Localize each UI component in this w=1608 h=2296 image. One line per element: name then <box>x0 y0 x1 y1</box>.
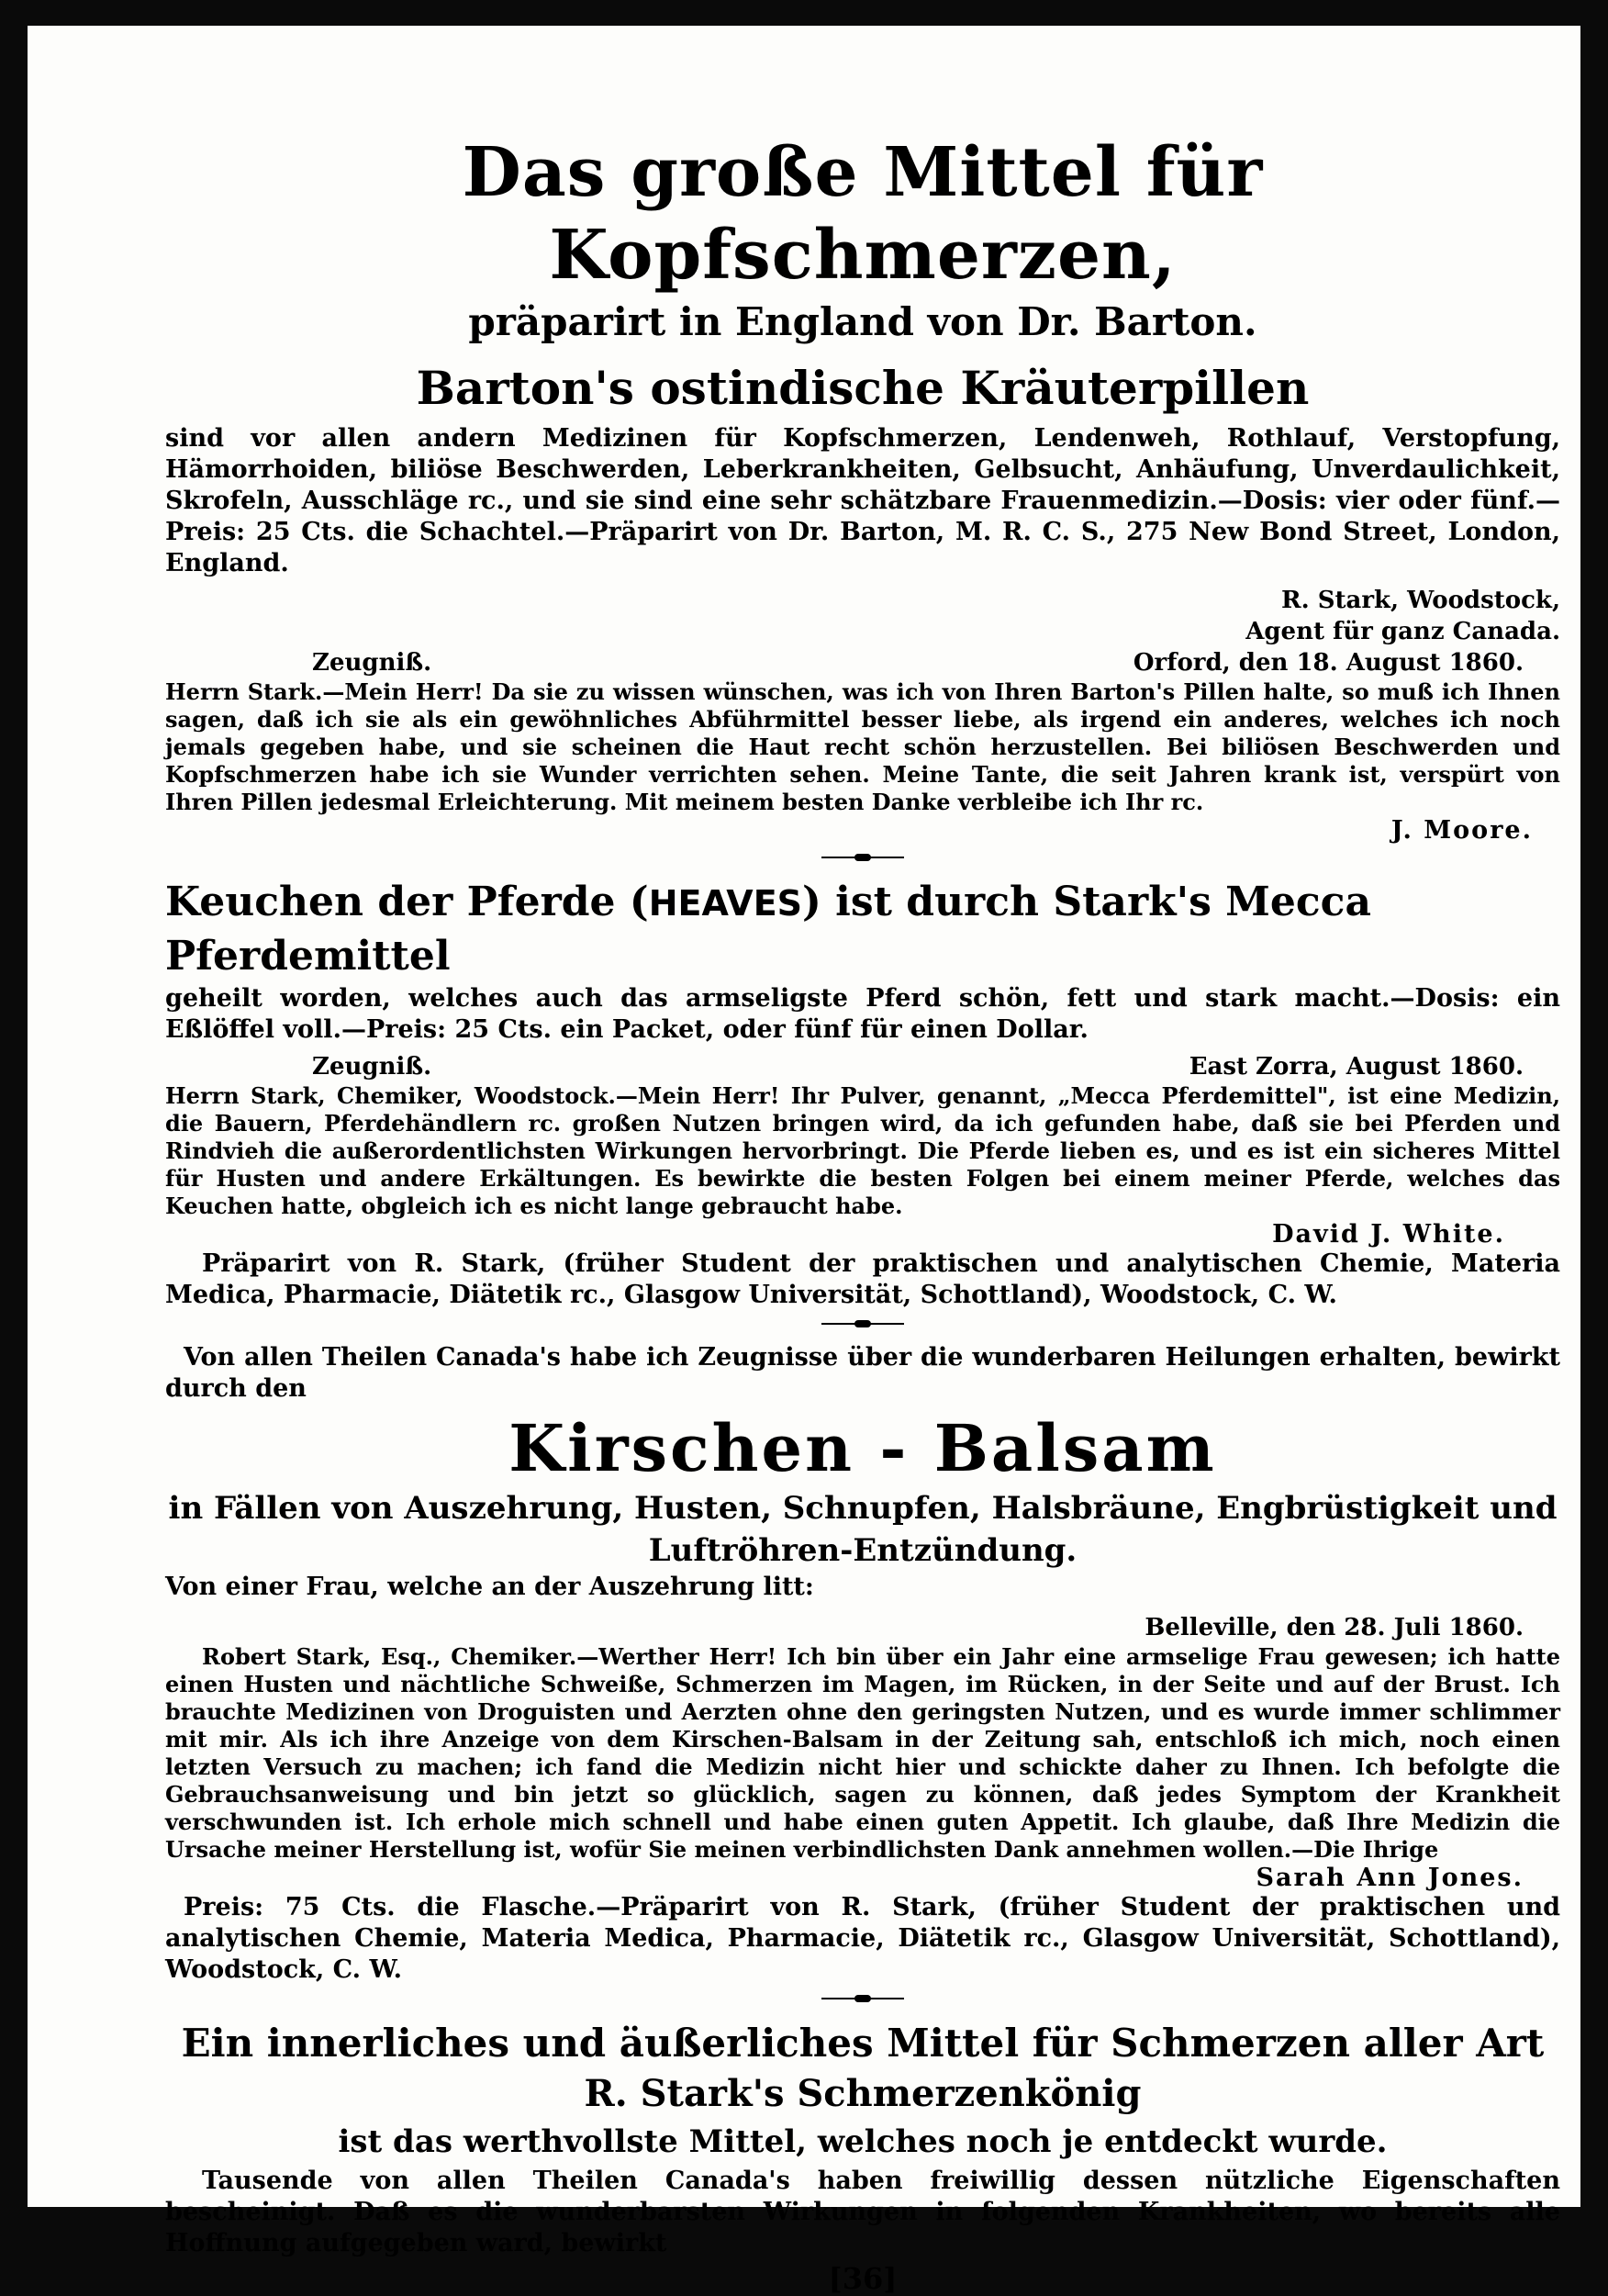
divider <box>821 1320 904 1327</box>
schmerzen-body: Tausende von allen Theilen Canada's haben freiwillig dessen nützliche Eigenschaften bescheinigt. Daß es die wunderbarsten Wirkungen in folgenden Krankheiten, wo bereits alle Hoffnung aufgegeben ward, bewirkt <box>165 2167 1560 2257</box>
testimonial-header <box>165 647 1560 678</box>
schmerzen-section <box>165 2017 1560 2259</box>
agent-name: R. Stark, Woodstock, <box>1281 587 1560 614</box>
heaves-testimonial-place: East Zorra, August 1860. <box>1189 1053 1524 1081</box>
heaves-heading-bold: HEAVES <box>648 883 803 924</box>
heaves-testimonial-header <box>165 1051 1560 1082</box>
testimonial-body: Herrn Stark.—Mein Herr! Da sie zu wissen wünschen, was ich von Ihren Barton's Pillen halte, so muß ich Ihnen sagen, daß ich sie als ein gewöhnliches Abführmittel besser liebe, als irgend ein anderes, welches ich noch jemals gegeben habe, und sie scheinen die Haut recht schön herzustellen. Bei biliösen Beschwerden und Kopfschmerzen habe ich sie Wunder verrichten sehen. Meine Tante, die seit Jahren krank ist, verspürt von Ihren Pillen jedesmal Erleichterung. Mit meinem besten Danke verbleibe ich Ihr rc. <box>165 678 1560 815</box>
schmerzen-sub2: ist das werthvollste Mittel, welches noch je entdeckt wurde. <box>338 2123 1388 2160</box>
page-title: Das große Mittel für Kopfschmerzen, <box>462 133 1264 295</box>
kirschen-sub2: Luftröhren-Entzündung. <box>648 1532 1078 1569</box>
kirschen-intro: Von allen Theilen Canada's habe ich Zeugnisse über die wunderbaren Heilungen erhalten, bewirkt durch den <box>165 1343 1560 1403</box>
heaves-heading <box>165 876 1560 983</box>
kirschen-heading: Kirschen - Balsam <box>508 1410 1217 1486</box>
kirschen-sub1: in Fällen von Auszehrung, Husten, Schnupfen, Halsbräune, Engbrüstigkeit und <box>168 1490 1558 1527</box>
kirschen-testimonial-place: Belleville, den 28. Juli 1860. <box>1145 1614 1524 1641</box>
divider <box>821 854 904 861</box>
barton-section <box>165 359 1560 845</box>
heaves-heading-pre: Keuchen der Pferde ( <box>165 879 649 925</box>
heaves-testimonial-label: Zeugniß. <box>312 1053 432 1081</box>
agent-role: Agent für ganz Canada. <box>1245 618 1560 645</box>
kirschen-testimonial-body: Robert Stark, Esq., Chemiker.—Werther Herr! Ich bin über ein Jahr eine armselige Frau gewesen; ich hatte einen Husten und nächtliche Schweiße, Schmerzen im Magen, im Rücken, in der Seite und auf der Brust. Ich brauchte Medizinen von Droguisten und Aerzten ohne den geringsten Nutzen, und es wurde immer schlimmer mit mir. Als ich ihre Anzeige von dem Kirschen-Balsam in der Zeitung sah, entschloß ich mich, noch einen letzten Versuch zu machen; ich fand die Medizin nicht hier und schickte daher zu Ihnen. Ich befolgte die Gebrauchsanweisung und bin jetzt so glücklich, sagen zu können, daß jedes Symptom der Krankheit verschwunden ist. Ich erhole mich schnell und habe einen guten Appetit. Ich glaube, daß Ihre Medizin die Ursache meiner Herstellung ist, wofür Sie meinen verbindlichsten Dank annehmen wollen.—Die Ihrige <box>165 1643 1560 1863</box>
kirschen-from: Von einer Frau, welche an der Auszehrung litt: <box>165 1573 814 1601</box>
testimonial-signature: J. Moore. <box>1390 816 1533 845</box>
heaves-prepared: Präparirt von R. Stark, (früher Student der praktischen und analytischen Chemie, Materia Medica, Pharmacie, Diätetik rc., Glasgow Universität, Schottland), Woodstock, C. W. <box>165 1249 1560 1309</box>
kirschen-signature: Sarah Ann Jones. <box>1256 1864 1524 1892</box>
page-subtitle: präparirt in England von Dr. Barton. <box>468 299 1257 344</box>
schmerzen-sub: R. Stark's Schmerzenkönig <box>584 2072 1142 2115</box>
agent-block <box>165 585 1560 647</box>
page-sheet <box>28 26 1580 2296</box>
schmerzen-heading: Ein innerliches und äußerliches Mittel für Schmerzen aller Art <box>181 2021 1545 2066</box>
divider <box>821 1995 904 2002</box>
kirschen-prepared: Preis: 75 Cts. die Flasche.—Präparirt von R. Stark, (früher Student der praktischen und analytischen Chemie, Materia Medica, Pharmacie, Diätetik rc., Glasgow Universität, Schottland), Woodstock, C. W. <box>165 1893 1560 1984</box>
barton-heading: Barton's ostindische Kräuterpillen <box>416 361 1310 415</box>
heaves-testimonial-body: Herrn Stark, Chemiker, Woodstock.—Mein Herr! Ihr Pulver, genannt, „Mecca Pferdemittel", ist eine Medizin, die Bauern, Pferdehändlern rc. großen Nutzen bringen wird, da ich gefunden habe, daß sie bei Pferden und Rindvieh die außerordentlichsten Wirkungen hervorbringt. Die Pferde lieben es, und es ist ein sicheres Mittel für Husten und andere Erkältungen. Es bewirkte die besten Folgen bei einem meiner Pferde, welches das Keuchen hatte, obgleich ich es nicht lange gebraucht habe. <box>165 1082 1560 1219</box>
heaves-section <box>165 876 1560 1311</box>
page-number: [36] <box>828 2261 898 2296</box>
heaves-body: geheilt worden, welches auch das armseligste Pferd schön, fett und stark macht.—Dosis: ein Eßlöffel voll.—Preis: 25 Cts. ein Packet, oder fünf für einen Dollar. <box>165 984 1560 1044</box>
barton-body: sind vor allen andern Medizinen für Kopfschmerzen, Lendenweh, Rothlauf, Verstopfung, Hämorrhoiden, biliöse Beschwerden, Leberkrankheiten, Gelbsucht, Anhäufung, Unverdaulichkeit, Skrofeln, Ausschläge rc., und sie sind eine sehr schätzbare Frauenmedizin.—Dosis: vier oder fünf.—Preis: 25 Cts. die Schachtel.—Präparirt von Dr. Barton, M. R. C. S., 275 New Bond Street, London, England. <box>165 424 1560 577</box>
testimonial-place: Orford, den 18. August 1860. <box>1133 649 1524 677</box>
advertisement-content <box>165 131 1560 2296</box>
kirschen-section <box>165 1342 1560 1986</box>
heaves-signature: David J. White. <box>1272 1220 1505 1249</box>
testimonial-label: Zeugniß. <box>312 649 432 677</box>
heaves-heading-post: ) ist durch Stark's Mecca Pferdemittel <box>165 879 1371 980</box>
